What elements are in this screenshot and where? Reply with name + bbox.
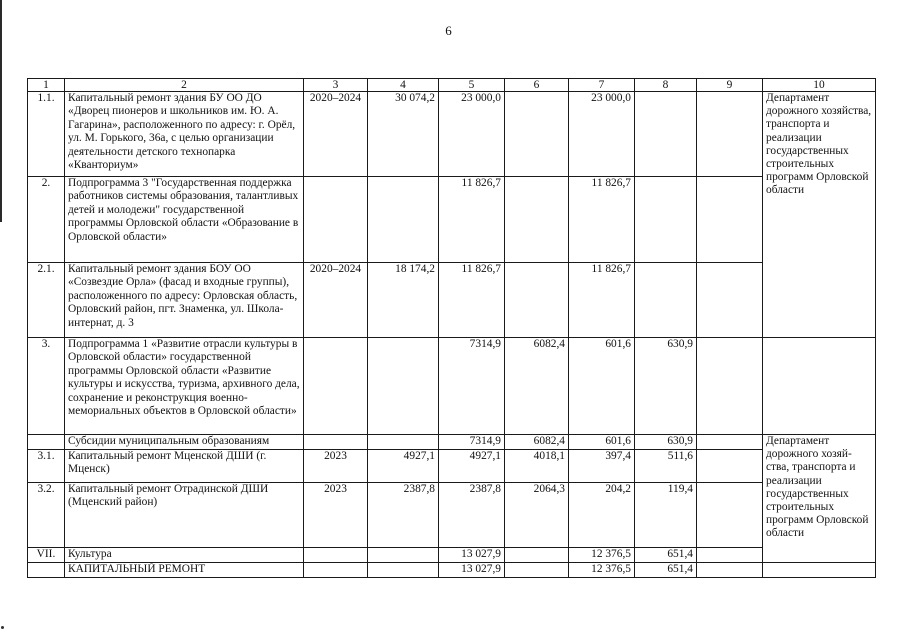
department-cell (763, 563, 876, 578)
row-name: Капитальный ремонт Мценской ДШИ (г. Мценск) (65, 450, 304, 483)
row-number: 3. (28, 338, 65, 435)
value-cell: 2387,8 (368, 483, 439, 548)
table-header-row (28, 79, 876, 92)
value-cell: 4018,1 (505, 450, 569, 483)
table-row (28, 483, 876, 548)
value-cell (697, 548, 763, 563)
row-name: Капитальный ремонт здания БОУ ОО «Созвездие Орла» (фасад и входные группы), расположенного по адресу: Орловская область, Орловский район, пгт. Знаменка, ул. Школа-интернат, д. 3 (65, 263, 304, 338)
table-row (28, 435, 876, 450)
period-cell (304, 435, 368, 450)
budget-table (27, 78, 876, 578)
value-cell: 13 027,9 (439, 548, 505, 563)
value-cell (697, 177, 763, 263)
value-cell (697, 263, 763, 338)
value-cell (368, 563, 439, 578)
value-cell (505, 177, 569, 263)
value-cell: 2387,8 (439, 483, 505, 548)
header-cell: 6 (505, 79, 569, 92)
header-cell: 5 (439, 79, 505, 92)
value-cell: 18 174,2 (368, 263, 439, 338)
row-number (28, 435, 65, 450)
value-cell: 11 826,7 (439, 263, 505, 338)
value-cell: 11 826,7 (569, 263, 635, 338)
value-cell (697, 338, 763, 435)
value-cell: 23 000,0 (439, 92, 505, 177)
header-cell: 4 (368, 79, 439, 92)
header-cell: 9 (697, 79, 763, 92)
row-name: Субсидии муниципальным образованиям (65, 435, 304, 450)
period-cell: 2020–2024 (304, 92, 368, 177)
value-cell: 7314,9 (439, 435, 505, 450)
value-cell (368, 338, 439, 435)
value-cell: 6082,4 (505, 338, 569, 435)
value-cell: 630,9 (635, 435, 697, 450)
table-row (28, 177, 876, 263)
value-cell (697, 92, 763, 177)
value-cell (505, 263, 569, 338)
period-cell: 2020–2024 (304, 263, 368, 338)
responsible-department: Департамент дорожного хозяй-ства, транспорта и реализации государственных строительных программ Орловской области (763, 435, 876, 563)
value-cell: 651,4 (635, 548, 697, 563)
row-name: Подпрограмма 3 "Государственная поддержка работников системы образования, талантливых детей и молодежи" государственной программы Орловской области «Образование в Орловской области» (65, 177, 304, 263)
header-cell: 8 (635, 79, 697, 92)
period-cell (304, 338, 368, 435)
value-cell: 12 376,5 (569, 563, 635, 578)
row-number: 2.1. (28, 263, 65, 338)
value-cell (368, 177, 439, 263)
value-cell (368, 435, 439, 450)
value-cell: 11 826,7 (439, 177, 505, 263)
value-cell (635, 263, 697, 338)
value-cell: 7314,9 (439, 338, 505, 435)
value-cell (368, 548, 439, 563)
row-name: Капитальный ремонт Отрадинской ДШИ (Мценский район) (65, 483, 304, 548)
value-cell (697, 435, 763, 450)
table-row (28, 548, 876, 563)
value-cell: 397,4 (569, 450, 635, 483)
value-cell: 601,6 (569, 338, 635, 435)
value-cell: 11 826,7 (569, 177, 635, 263)
value-cell (697, 483, 763, 548)
header-cell: 2 (65, 79, 304, 92)
value-cell: 4927,1 (368, 450, 439, 483)
value-cell: 30 074,2 (368, 92, 439, 177)
table-row (28, 563, 876, 578)
value-cell: 204,2 (569, 483, 635, 548)
header-cell: 1 (28, 79, 65, 92)
value-cell: 13 027,9 (439, 563, 505, 578)
value-cell (697, 450, 763, 483)
value-cell (635, 92, 697, 177)
value-cell: 119,4 (635, 483, 697, 548)
row-name: Капитальный ремонт здания БУ ОО ДО «Дворец пионеров и школьников им. Ю. А. Гагарина», расположенного по адресу: г. Орёл, ул. М. Горького, 36а, с целью организации деятельности детского технопарка «Кванториум» (65, 92, 304, 177)
table-row (28, 338, 876, 435)
period-cell (304, 548, 368, 563)
value-cell (697, 563, 763, 578)
header-cell: 3 (304, 79, 368, 92)
row-number: 3.2. (28, 483, 65, 548)
value-cell: 511,6 (635, 450, 697, 483)
row-number: 2. (28, 177, 65, 263)
header-cell: 10 (763, 79, 876, 92)
period-cell: 2023 (304, 450, 368, 483)
value-cell: 12 376,5 (569, 548, 635, 563)
value-cell (505, 563, 569, 578)
period-cell (304, 177, 368, 263)
value-cell (635, 177, 697, 263)
table-row (28, 92, 876, 177)
value-cell (505, 92, 569, 177)
row-number: 3.1. (28, 450, 65, 483)
period-cell: 2023 (304, 483, 368, 548)
value-cell: 4927,1 (439, 450, 505, 483)
value-cell: 2064,3 (505, 483, 569, 548)
row-name: Подпрограмма 1 «Развитие отрасли культуры в Орловской области» государственной программы Орловской области «Развитие культуры и искусства, туризма, архивного дела, сохранение и реконструкция военно-мемориальных объектов в Орловской области» (65, 338, 304, 435)
value-cell: 6082,4 (505, 435, 569, 450)
value-cell: 23 000,0 (569, 92, 635, 177)
table-row (28, 263, 876, 338)
value-cell: 601,6 (569, 435, 635, 450)
row-name: Культура (65, 548, 304, 563)
value-cell: 651,4 (635, 563, 697, 578)
row-number: VII. (28, 548, 65, 563)
row-number: 1.1. (28, 92, 65, 177)
responsible-department: Департамент дорожного хозяйства, транспорта и реализации государственных строительных программ Орловской области (763, 92, 876, 338)
value-cell: 630,9 (635, 338, 697, 435)
period-cell (304, 563, 368, 578)
page-number: 6 (445, 23, 452, 38)
department-cell (763, 338, 876, 435)
row-name: КАПИТАЛЬНЫЙ РЕМОНТ (65, 563, 304, 578)
header-cell: 7 (569, 79, 635, 92)
value-cell (505, 548, 569, 563)
row-number (28, 563, 65, 578)
table-row (28, 450, 876, 483)
scan-mark (1, 626, 4, 629)
